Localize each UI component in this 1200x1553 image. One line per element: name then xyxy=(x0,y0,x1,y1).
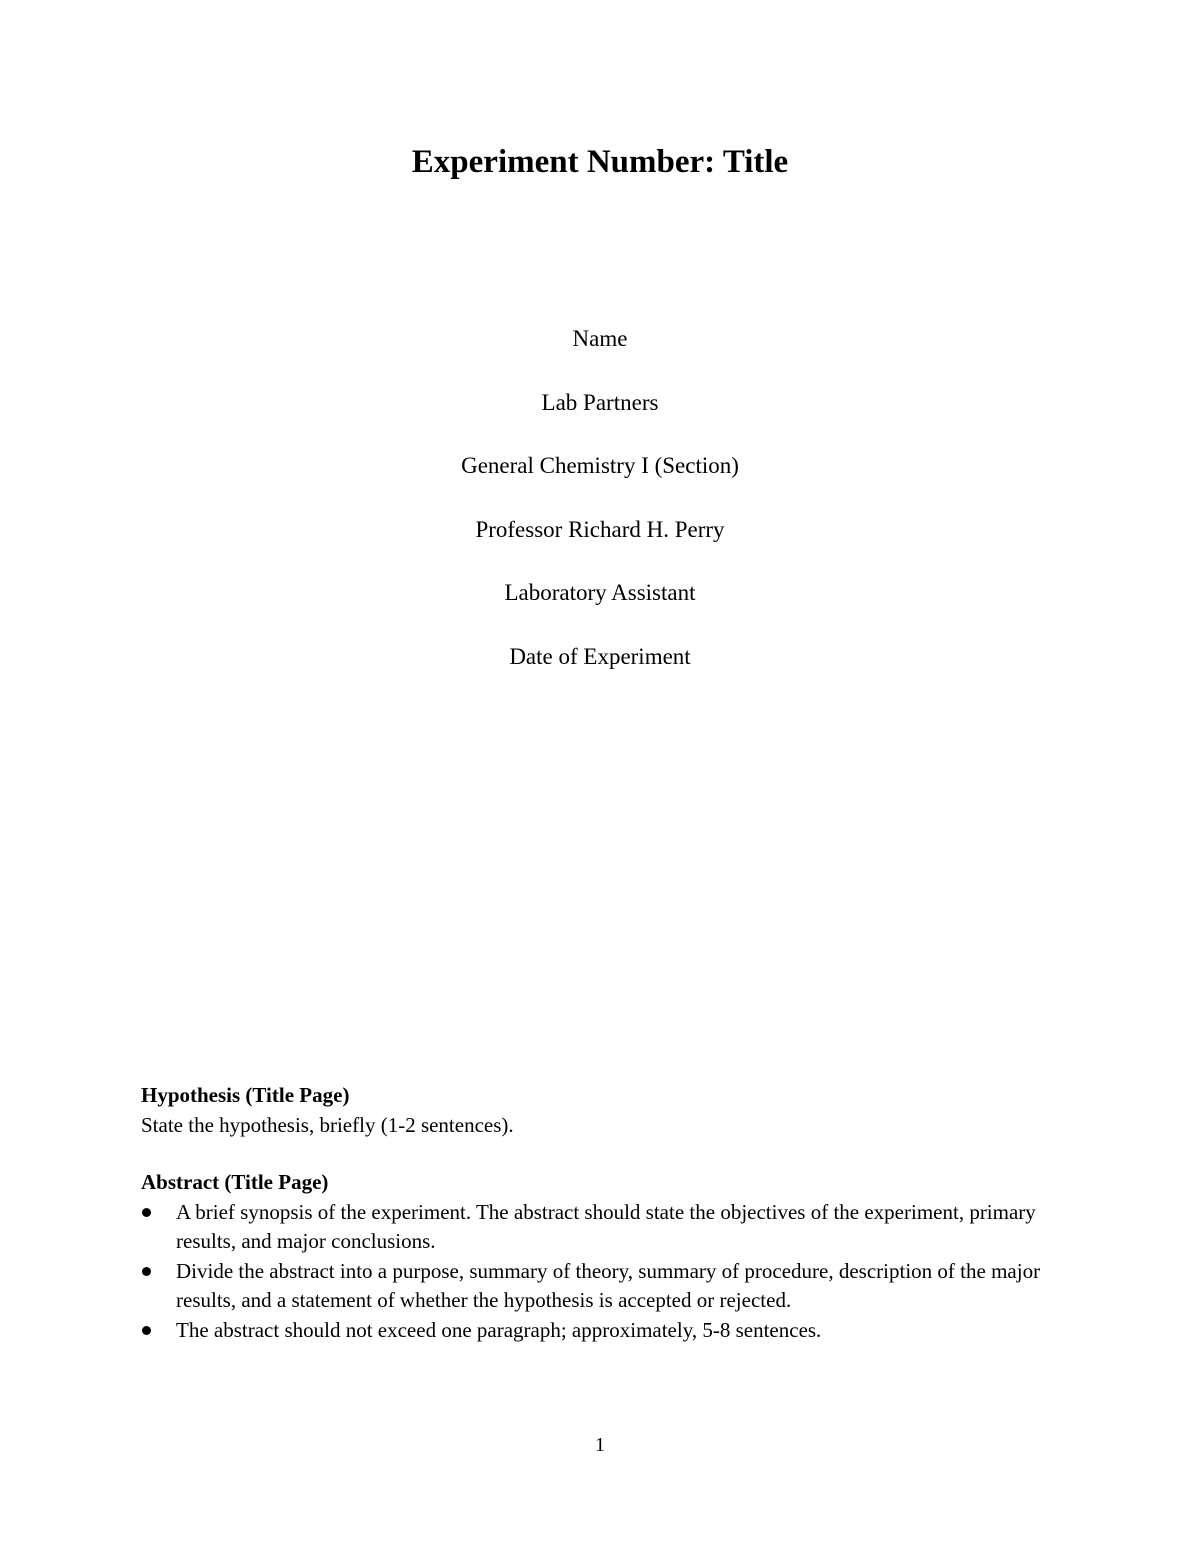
list-item xyxy=(141,1316,1061,1346)
hypothesis-body: State the hypothesis, briefly (1-2 sentences). xyxy=(141,1112,514,1137)
name-line: Name xyxy=(572,326,628,351)
abstract-heading: Abstract (Title Page) xyxy=(141,1170,329,1194)
list-item xyxy=(141,1257,1061,1316)
bullet-text: Divide the abstract into a purpose, summary of theory, summary of procedure, description of the major results, and a statement of whether the hypothesis is accepted or rejected. xyxy=(176,1258,1041,1312)
bullet-icon xyxy=(142,1326,151,1335)
bullet-text: A brief synopsis of the experiment. The abstract should state the objectives of the experiment, primary results, and major conclusions. xyxy=(176,1199,1036,1253)
course-section-line: General Chemistry I (Section) xyxy=(461,453,739,478)
bullet-text: The abstract should not exceed one paragraph; approximately, 5-8 sentences. xyxy=(176,1317,822,1342)
lab-partners-line: Lab Partners xyxy=(541,389,659,415)
hypothesis-heading: Hypothesis (Title Page) xyxy=(141,1083,350,1107)
bullet-icon xyxy=(142,1267,151,1276)
date-line: Date of Experiment xyxy=(509,643,691,669)
title-page-info xyxy=(0,323,1200,704)
document-title: Experiment Number: Title xyxy=(411,144,789,180)
abstract-bullet-list xyxy=(141,1198,1061,1346)
abstract-section xyxy=(141,1168,1061,1345)
list-item xyxy=(141,1198,1061,1257)
hypothesis-section xyxy=(141,1081,1061,1140)
lab-assistant-line: Laboratory Assistant xyxy=(504,580,696,605)
professor-line: Professor Richard H. Perry xyxy=(475,516,725,542)
page-number: 1 xyxy=(595,1434,605,1456)
bullet-icon xyxy=(142,1208,151,1217)
